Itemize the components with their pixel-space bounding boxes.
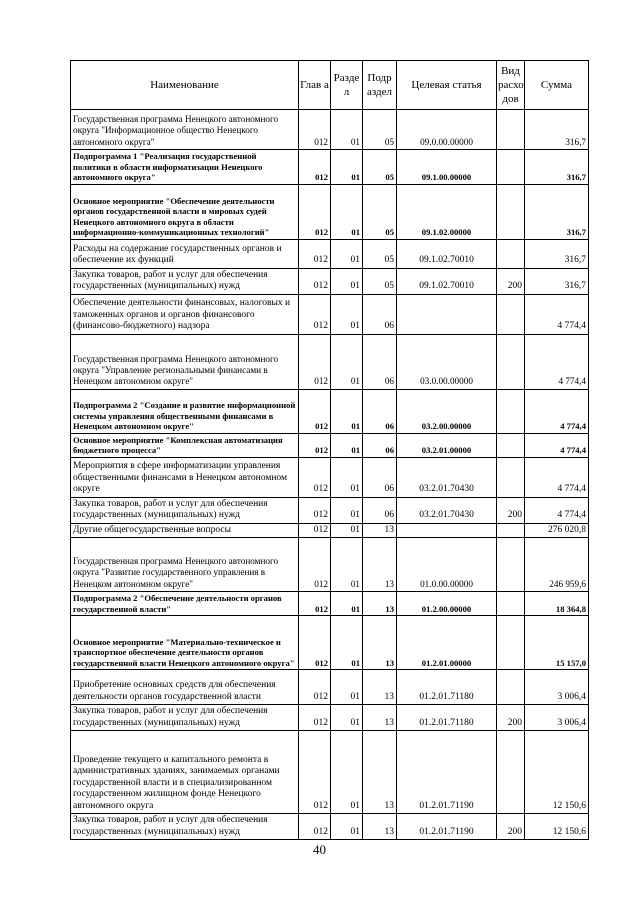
table-row	[71, 184, 589, 239]
cell-vid	[497, 239, 525, 268]
table-row	[71, 457, 589, 497]
cell-name: Основное мероприятие "Обеспечение деятельности органов государственной власти и мировых судей Ненецкого автономного округа в области информационно-коммуникационных технологий"	[71, 184, 299, 239]
budget-table	[70, 60, 589, 840]
cell-glava: 012	[299, 705, 331, 731]
cell-podrazdel: 06	[363, 457, 397, 497]
cell-sum: 12 150,6	[525, 731, 589, 814]
cell-target: 09.1.02.00000	[397, 184, 497, 239]
cell-name: Государственная программа Ненецкого автономного округа "Управление региональными финансами в Ненецком автономном округе"	[71, 334, 299, 389]
header-sum: Сумма	[525, 61, 589, 110]
table-row	[71, 670, 589, 705]
cell-target: 01.0.00.00000	[397, 538, 497, 592]
cell-glava: 012	[299, 334, 331, 389]
cell-sum: 316,7	[525, 184, 589, 239]
cell-name: Мероприятия в сфере информатизации управления общественными финансами в Ненецком автономном округе	[71, 457, 299, 497]
cell-sum: 316,7	[525, 150, 589, 185]
cell-sum: 316,7	[525, 239, 589, 268]
cell-target	[397, 523, 497, 538]
cell-sum: 316,7	[525, 110, 589, 150]
cell-name: Государственная программа Ненецкого автономного округа "Развитие государственного управления в Ненецком автономном округе"	[71, 538, 299, 592]
cell-vid	[497, 389, 525, 433]
cell-razdel: 01	[331, 670, 363, 705]
cell-sum: 15 157,0	[525, 616, 589, 670]
table-row	[71, 110, 589, 150]
cell-sum: 316,7	[525, 268, 589, 294]
cell-target: 01.2.01.71190	[397, 731, 497, 814]
table-row	[71, 616, 589, 670]
cell-podrazdel: 13	[363, 592, 397, 616]
cell-name: Подпрограмма 2 "Создание и развитие информационной системы управления общественными финансами в Ненецком автономном округе"	[71, 389, 299, 433]
table-row	[71, 592, 589, 616]
cell-glava: 012	[299, 497, 331, 523]
page-number: 40	[313, 842, 326, 857]
cell-vid	[497, 110, 525, 150]
table-row	[71, 538, 589, 592]
cell-glava: 012	[299, 731, 331, 814]
cell-target: 03.0.00.00000	[397, 334, 497, 389]
cell-name: Закупка товаров, работ и услуг для обеспечения государственных (муниципальных) нужд	[71, 705, 299, 731]
cell-vid	[497, 592, 525, 616]
cell-target: 01.2.01.00000	[397, 616, 497, 670]
cell-glava: 012	[299, 523, 331, 538]
cell-vid: 200	[497, 497, 525, 523]
cell-vid	[497, 433, 525, 457]
cell-podrazdel: 05	[363, 110, 397, 150]
cell-vid: 200	[497, 268, 525, 294]
cell-vid: 200	[497, 705, 525, 731]
cell-vid	[497, 334, 525, 389]
cell-razdel: 01	[331, 268, 363, 294]
cell-podrazdel: 13	[363, 814, 397, 840]
cell-glava: 012	[299, 457, 331, 497]
table-row	[71, 294, 589, 334]
table-row	[71, 497, 589, 523]
cell-vid	[497, 538, 525, 592]
cell-name: Обеспечение деятельности финансовых, налоговых и таможенных органов и органов финансового (финансово-бюджетного) надзора	[71, 294, 299, 334]
cell-vid	[497, 457, 525, 497]
header-razdel: Разде л	[331, 61, 363, 110]
cell-glava: 012	[299, 268, 331, 294]
cell-name: Подпрограмма 1 "Реализация государственной политики в области информатизации Ненецкого автономного округа"	[71, 150, 299, 185]
cell-glava: 012	[299, 592, 331, 616]
cell-razdel: 01	[331, 497, 363, 523]
cell-name: Закупка товаров, работ и услуг для обеспечения государственных (муниципальных) нужд	[71, 268, 299, 294]
cell-name: Приобретение основных средств для обеспечения деятельности органов государственной власти	[71, 670, 299, 705]
cell-podrazdel: 13	[363, 616, 397, 670]
cell-sum: 4 774,4	[525, 294, 589, 334]
cell-podrazdel: 05	[363, 184, 397, 239]
header-podrazdel: Подр аздел	[363, 61, 397, 110]
cell-razdel: 01	[331, 184, 363, 239]
table-row	[71, 814, 589, 840]
cell-glava: 012	[299, 616, 331, 670]
cell-glava: 012	[299, 389, 331, 433]
cell-podrazdel: 06	[363, 389, 397, 433]
cell-razdel: 01	[331, 523, 363, 538]
cell-podrazdel: 06	[363, 294, 397, 334]
cell-sum: 4 774,4	[525, 334, 589, 389]
cell-target: 03.2.01.00000	[397, 433, 497, 457]
cell-target: 03.2.01.70430	[397, 497, 497, 523]
header-target: Целевая статья	[397, 61, 497, 110]
cell-sum: 4 774,4	[525, 457, 589, 497]
cell-razdel: 01	[331, 731, 363, 814]
cell-podrazdel: 13	[363, 670, 397, 705]
cell-razdel: 01	[331, 616, 363, 670]
cell-vid	[497, 670, 525, 705]
cell-glava: 012	[299, 814, 331, 840]
cell-target	[397, 294, 497, 334]
cell-sum: 3 006,4	[525, 670, 589, 705]
cell-razdel: 01	[331, 705, 363, 731]
cell-glava: 012	[299, 110, 331, 150]
cell-target: 01.2.01.71180	[397, 705, 497, 731]
cell-podrazdel: 13	[363, 705, 397, 731]
cell-podrazdel: 06	[363, 334, 397, 389]
header-vid: Вид расхо дов	[497, 61, 525, 110]
cell-sum: 3 006,4	[525, 705, 589, 731]
table-row	[71, 239, 589, 268]
table-row	[71, 523, 589, 538]
cell-podrazdel: 13	[363, 538, 397, 592]
cell-vid	[497, 184, 525, 239]
cell-razdel: 01	[331, 294, 363, 334]
cell-glava: 012	[299, 433, 331, 457]
cell-podrazdel: 05	[363, 268, 397, 294]
cell-name: Подпрограмма 2 "Обеспечение деятельности органов государственной власти"	[71, 592, 299, 616]
cell-target: 01.2.01.71180	[397, 670, 497, 705]
cell-glava: 012	[299, 239, 331, 268]
cell-name: Другие общегосударственные вопросы	[71, 523, 299, 538]
cell-sum: 4 774,4	[525, 497, 589, 523]
cell-sum: 18 364,8	[525, 592, 589, 616]
header-glava: Глав а	[299, 61, 331, 110]
table-row	[71, 268, 589, 294]
table-row	[71, 731, 589, 814]
cell-sum: 4 774,4	[525, 389, 589, 433]
cell-name: Расходы на содержание государственных органов и обеспечение их функций	[71, 239, 299, 268]
cell-vid	[497, 150, 525, 185]
cell-target: 03.2.01.70430	[397, 457, 497, 497]
cell-sum: 12 150,6	[525, 814, 589, 840]
cell-name: Закупка товаров, работ и услуг для обеспечения государственных (муниципальных) нужд	[71, 497, 299, 523]
cell-vid: 200	[497, 814, 525, 840]
table-header-row	[71, 61, 589, 110]
cell-name: Основное мероприятие "Материально-техническое и транспортное обеспечение деятельности органов государственной власти Ненецкого автономного округа"	[71, 616, 299, 670]
cell-name: Проведение текущего и капитального ремонта в административных зданиях, занимаемых органами государственной власти и в специализированном государственном жилищном фонде Ненецкого автономного округа	[71, 731, 299, 814]
cell-glava: 012	[299, 294, 331, 334]
table-row	[71, 705, 589, 731]
cell-razdel: 01	[331, 334, 363, 389]
cell-razdel: 01	[331, 150, 363, 185]
cell-sum: 276 020,8	[525, 523, 589, 538]
cell-name: Государственная программа Ненецкого автономного округа "Информационное общество Ненецкого автономного округа"	[71, 110, 299, 150]
cell-vid	[497, 731, 525, 814]
cell-podrazdel: 06	[363, 433, 397, 457]
cell-glava: 012	[299, 538, 331, 592]
cell-target: 09.0.00.00000	[397, 110, 497, 150]
cell-razdel: 01	[331, 239, 363, 268]
cell-vid	[497, 294, 525, 334]
cell-sum: 246 959,6	[525, 538, 589, 592]
cell-razdel: 01	[331, 592, 363, 616]
cell-razdel: 01	[331, 457, 363, 497]
cell-razdel: 01	[331, 538, 363, 592]
cell-name: Закупка товаров, работ и услуг для обеспечения государственных (муниципальных) нужд	[71, 814, 299, 840]
cell-razdel: 01	[331, 389, 363, 433]
table-row	[71, 433, 589, 457]
cell-podrazdel: 13	[363, 731, 397, 814]
table-row	[71, 334, 589, 389]
table-row	[71, 389, 589, 433]
cell-razdel: 01	[331, 110, 363, 150]
header-name: Наименование	[71, 61, 299, 110]
cell-sum: 4 774,4	[525, 433, 589, 457]
cell-podrazdel: 13	[363, 523, 397, 538]
cell-podrazdel: 05	[363, 150, 397, 185]
cell-target: 09.1.00.00000	[397, 150, 497, 185]
cell-razdel: 01	[331, 814, 363, 840]
cell-vid	[497, 523, 525, 538]
cell-target: 01.2.00.00000	[397, 592, 497, 616]
cell-target: 09.1.02.70010	[397, 268, 497, 294]
cell-name: Основное мероприятие "Комплексная автоматизация бюджетного процесса"	[71, 433, 299, 457]
cell-glava: 012	[299, 670, 331, 705]
cell-target: 09.1.02.70010	[397, 239, 497, 268]
cell-glava: 012	[299, 150, 331, 185]
cell-podrazdel: 05	[363, 239, 397, 268]
table-row	[71, 150, 589, 185]
cell-target: 03.2.00.00000	[397, 389, 497, 433]
cell-vid	[497, 616, 525, 670]
cell-podrazdel: 06	[363, 497, 397, 523]
cell-target: 01.2.01.71190	[397, 814, 497, 840]
cell-razdel: 01	[331, 433, 363, 457]
cell-glava: 012	[299, 184, 331, 239]
